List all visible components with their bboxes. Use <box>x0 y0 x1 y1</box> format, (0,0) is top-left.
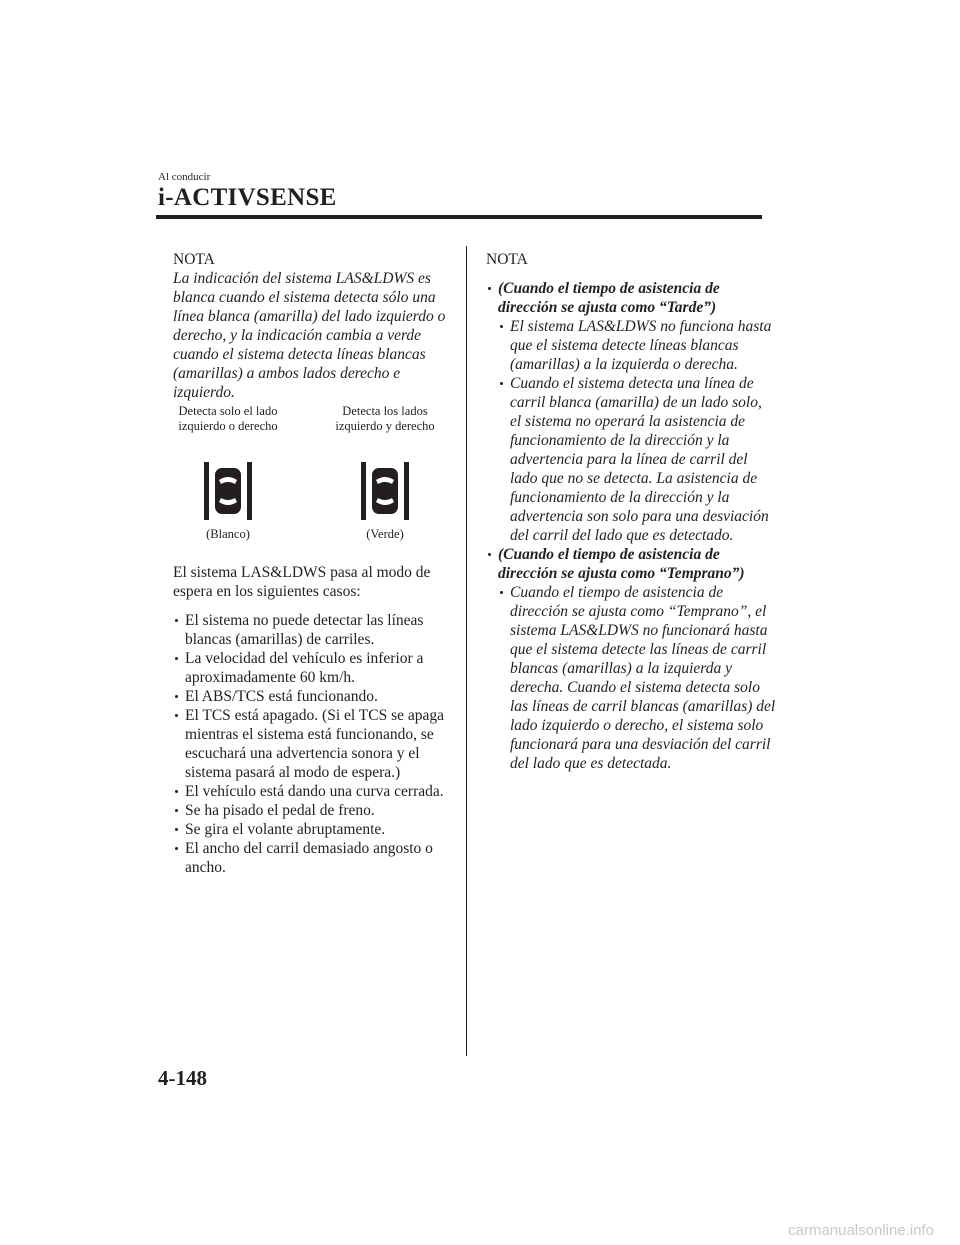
figure-caption: Detecta los lados izquierdo y derecho <box>335 404 435 433</box>
figure-both-sides <box>320 404 450 542</box>
list-item: Se gira el volante abruptamente. <box>173 820 456 839</box>
note-groups <box>486 279 776 773</box>
lane-indicator-diagram <box>173 404 456 549</box>
group-heading-text: (Cuando el tiempo de asistencia de dirección se ajusta como “Tarde”) <box>498 280 720 316</box>
header-rule <box>156 215 762 219</box>
left-column <box>173 250 456 877</box>
list-item: La velocidad del vehículo es inferior a aproximadamente 60 km/h. <box>173 649 456 687</box>
group-items <box>498 583 776 773</box>
page-number: 4-148 <box>158 1066 207 1090</box>
group-heading <box>486 545 776 773</box>
list-item: El sistema LAS&LDWS no funciona hasta que el sistema detecte líneas blancas (amarillas) a la izquierda o derecha. <box>498 317 776 374</box>
figure-label: (Blanco) <box>206 527 250 541</box>
note-text: La indicación del sistema LAS&LDWS es blanca cuando el sistema detecta sólo una línea blanca (amarilla) del lado izquierdo o derecho, y la indicación cambia a verde cuando el sistema detecta líneas blancas (amarillas) a ambos lados derecho e izquierdo. <box>173 270 446 401</box>
lane-one-side-icon <box>202 458 254 524</box>
list-item: Cuando el tiempo de asistencia de dirección se ajusta como “Temprano”, el sistema LAS&LDWS no funcionará hasta que el sistema detecte las líneas de carril blancas (amarillas) a la izquierda y derecha. Cuando el sistema detecta solo las líneas de carril blancas (amarillas) del lado izquierdo o derecho, el sistema solo funcionará para una desviación del carril del lado que es detectada. <box>498 583 776 773</box>
column-divider <box>466 246 467 1056</box>
figure-label: (Verde) <box>366 527 404 541</box>
list-item: Cuando el sistema detecta una línea de carril blanca (amarilla) de un lado solo, el sistema no operará la asistencia de funcionamiento de la dirección y la advertencia para la línea de carril del lado que no se detecta. La asistencia de funcionamiento de la dirección y la advertencia son solo para una desviación del carril del lado que es detectado. <box>498 374 776 545</box>
chapter-title: i-ACTIVSENSE <box>158 184 337 211</box>
lane-both-sides-icon <box>359 458 411 524</box>
list-item: El vehículo está dando una curva cerrada. <box>173 782 456 801</box>
list-item: El ancho del carril demasiado angosto o ancho. <box>173 839 456 877</box>
list-item: El sistema no puede detectar las líneas blancas (amarillas) de carriles. <box>173 611 456 649</box>
note-label: NOTA <box>486 251 528 268</box>
standby-list <box>173 611 456 877</box>
group-items <box>498 317 776 545</box>
watermark: carmanualsonline.info <box>788 1222 934 1239</box>
list-item: Se ha pisado el pedal de freno. <box>173 801 456 820</box>
list-item: El ABS/TCS está funcionando. <box>173 687 456 706</box>
group-heading-text: (Cuando el tiempo de asistencia de dirección se ajusta como “Temprano”) <box>498 546 745 582</box>
figure-caption: Detecta solo el lado izquierdo o derecho <box>178 404 278 433</box>
list-item: El TCS está apagado. (Si el TCS se apaga mientras el sistema está funcionando, se escuchará una advertencia sonora y el sistema pasará al modo de espera.) <box>173 706 456 782</box>
right-column <box>486 250 776 773</box>
figure-one-side <box>163 404 293 542</box>
group-heading <box>486 279 776 545</box>
standby-intro: El sistema LAS&LDWS pasa al modo de espera en los siguientes casos: <box>173 564 431 600</box>
note-label: NOTA <box>173 251 215 268</box>
section-title: Al conducir <box>158 171 211 183</box>
